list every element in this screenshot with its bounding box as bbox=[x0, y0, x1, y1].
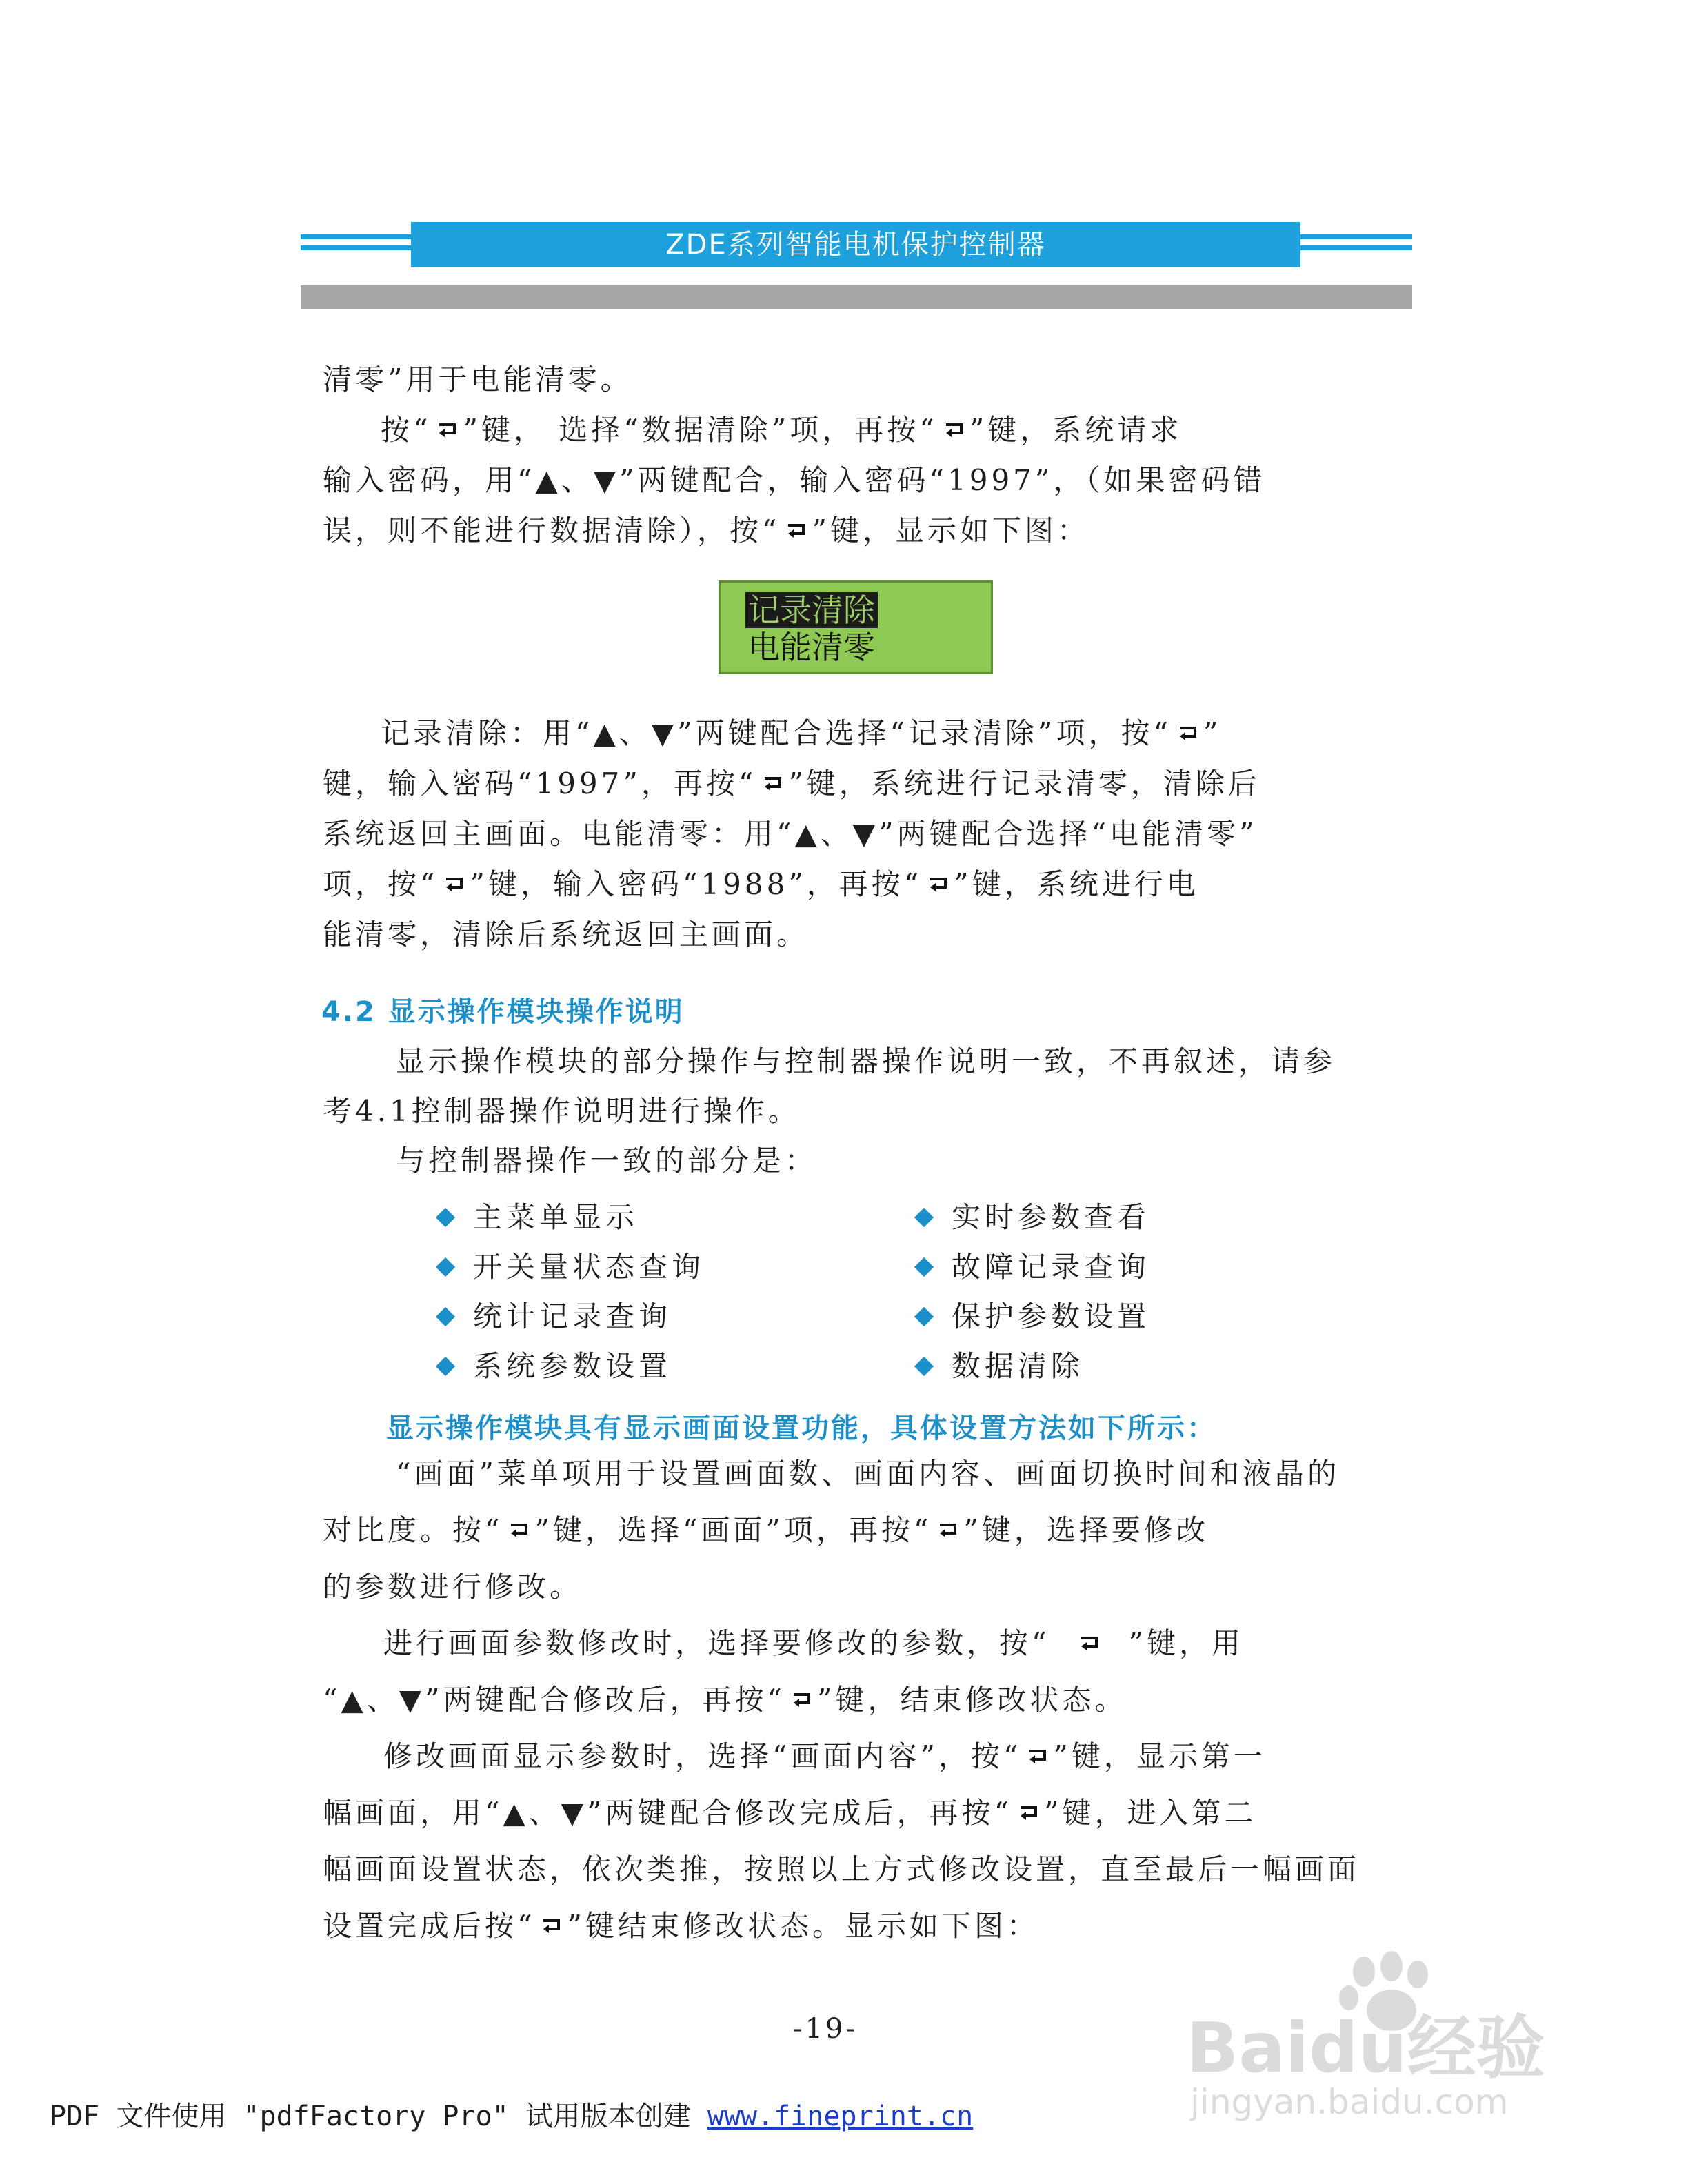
list-item bbox=[439, 1244, 705, 1286]
list-item bbox=[917, 1294, 1150, 1335]
diamond-bullet-icon bbox=[914, 1307, 934, 1326]
enter-key-icon bbox=[926, 876, 950, 891]
paragraph: 与控制器操作一致的部分是： bbox=[396, 1144, 818, 1177]
list-item-label: 保护参数设置 bbox=[952, 1300, 1151, 1333]
enter-key-icon bbox=[942, 422, 965, 437]
paragraph bbox=[323, 1513, 1396, 1548]
paragraph: “画面”菜单项用于设置画面数、画面内容、画面切换时间和液晶的 bbox=[396, 1457, 1340, 1490]
enter-key-icon bbox=[761, 776, 784, 791]
list-item-label: 系统参数设置 bbox=[473, 1349, 672, 1383]
text: 幅画面，用“▲、▼”两键配合修改完成后，再按“ bbox=[323, 1796, 1013, 1830]
footer-text: PDF 文件使用 "pdfFactory Pro" 试用版本创建 bbox=[50, 2101, 707, 2132]
paragraph bbox=[381, 716, 1454, 751]
list-item-label: 实时参数查看 bbox=[952, 1200, 1151, 1234]
text: 进行画面参数修改时，选择要修改的参数，按“ bbox=[383, 1626, 1050, 1660]
paragraph bbox=[323, 766, 1396, 802]
text: 按“ bbox=[381, 413, 432, 447]
section-heading: 4.2 显示操作模块操作说明 bbox=[321, 996, 685, 1028]
text: 记录清除：用“▲、▼”两键配合选择“记录清除”项，按“ bbox=[381, 716, 1172, 750]
lcd-line: 电能清零 bbox=[748, 629, 875, 666]
list-item bbox=[439, 1195, 639, 1236]
text: ”键，系统进行记录清零，清除后 bbox=[788, 767, 1260, 800]
list-item-label: 数据清除 bbox=[952, 1349, 1085, 1383]
text: 键，输入密码“1997”，再按“ bbox=[323, 767, 757, 800]
paragraph: 幅画面设置状态，依次类推，按照以上方式修改设置，直至最后一幅画面 bbox=[323, 1852, 1360, 1886]
diamond-bullet-icon bbox=[436, 1257, 455, 1277]
header-line-right-bottom bbox=[1300, 245, 1412, 250]
text: ”键，系统请求 bbox=[969, 413, 1183, 447]
enter-key-icon bbox=[790, 1692, 813, 1707]
paragraph: 系统返回主画面。电能清零：用“▲、▼”两键配合选择“电能清零” bbox=[323, 817, 1258, 851]
enter-key-icon bbox=[507, 1522, 530, 1537]
list-item bbox=[917, 1244, 1150, 1286]
text: ”键，输入密码“1988”，再按“ bbox=[470, 867, 923, 901]
enter-key-icon bbox=[1077, 1635, 1101, 1650]
list-item-label: 统计记录查询 bbox=[473, 1300, 672, 1333]
paragraph bbox=[323, 1795, 1396, 1831]
diamond-bullet-icon bbox=[914, 1257, 934, 1277]
paragraph bbox=[323, 1682, 1396, 1718]
footer-link[interactable]: www.fineprint.cn bbox=[707, 2101, 974, 2132]
diamond-bullet-icon bbox=[914, 1357, 934, 1376]
enter-key-icon bbox=[435, 422, 459, 437]
list-item bbox=[917, 1195, 1150, 1236]
enter-key-icon bbox=[1176, 725, 1199, 740]
diamond-bullet-icon bbox=[914, 1208, 934, 1227]
text: 误，则不能进行数据清除），按“ bbox=[323, 514, 781, 547]
text: ”键，选择“画面”项，再按“ bbox=[534, 1513, 932, 1547]
text: 项，按“ bbox=[323, 867, 439, 901]
diamond-bullet-icon bbox=[436, 1307, 455, 1326]
text: ”键， 选择“数据清除”项，再按“ bbox=[463, 413, 938, 447]
text: 修改画面显示参数时，选择“画面内容”，按“ bbox=[383, 1739, 1022, 1773]
paragraph bbox=[381, 412, 1454, 448]
text: ”键，进入第二 bbox=[1044, 1796, 1257, 1830]
baidu-watermark bbox=[1186, 1951, 1572, 2123]
watermark-url: jingyan.baidu.com bbox=[1190, 2082, 1509, 2122]
text: ” bbox=[1203, 716, 1222, 750]
diamond-bullet-icon bbox=[436, 1208, 455, 1227]
header-gray-bar bbox=[301, 285, 1412, 309]
text: ”键，用 bbox=[1128, 1626, 1244, 1660]
page-number: -19- bbox=[793, 2013, 858, 2045]
watermark-brand: Baidu经验 bbox=[1186, 2008, 1545, 2088]
diamond-bullet-icon bbox=[436, 1357, 455, 1376]
paragraph bbox=[383, 1626, 1456, 1661]
text: ”键，显示如下图： bbox=[812, 514, 1089, 547]
enter-key-icon bbox=[539, 1918, 563, 1933]
text: ”键，系统进行电 bbox=[954, 867, 1199, 901]
paragraph: 输入密码，用“▲、▼”两键配合，输入密码“1997”，（如果密码错 bbox=[323, 463, 1266, 497]
text: ”键，结束修改状态。 bbox=[817, 1683, 1127, 1717]
enter-key-icon bbox=[442, 876, 465, 891]
list-item-label: 主菜单显示 bbox=[473, 1200, 639, 1234]
list-item-label: 故障记录查询 bbox=[952, 1250, 1151, 1284]
paragraph: 显示操作模块的部分操作与控制器操作说明一致，不再叙述，请参 bbox=[396, 1044, 1336, 1078]
list-item bbox=[439, 1294, 672, 1335]
paragraph: 的参数进行修改。 bbox=[323, 1570, 583, 1604]
paragraph bbox=[323, 513, 1396, 549]
enter-key-icon bbox=[784, 523, 807, 538]
text: “▲、▼”两键配合修改后，再按“ bbox=[323, 1683, 786, 1717]
paragraph: 能清零，清除后系统返回主画面。 bbox=[323, 918, 810, 951]
pdf-footer bbox=[50, 2094, 973, 2134]
paragraph bbox=[383, 1739, 1456, 1775]
header-line-left-top bbox=[301, 234, 411, 239]
header-line-right-top bbox=[1300, 234, 1412, 239]
text: 对比度。按“ bbox=[323, 1513, 503, 1547]
enter-key-icon bbox=[1016, 1805, 1040, 1820]
enter-key-icon bbox=[1025, 1748, 1049, 1763]
paragraph bbox=[323, 1908, 1396, 1944]
section-subheading: 显示操作模块具有显示画面设置功能，具体设置方法如下所示： bbox=[386, 1413, 1216, 1444]
lcd-display bbox=[719, 580, 993, 674]
paragraph bbox=[323, 867, 1396, 902]
text: ”键，选择要修改 bbox=[963, 1513, 1209, 1547]
text: 设置完成后按“ bbox=[323, 1909, 536, 1943]
paragraph: 考4.1控制器操作说明进行操作。 bbox=[323, 1094, 801, 1128]
list-item-label: 开关量状态查询 bbox=[473, 1250, 705, 1284]
lcd-line-selected: 记录清除 bbox=[745, 592, 878, 628]
header-title: ZDE系列智能电机保护控制器 bbox=[411, 222, 1300, 267]
paragraph: 清零”用于电能清零。 bbox=[323, 363, 633, 396]
text: ”键，显示第一 bbox=[1053, 1739, 1266, 1773]
text: ”键结束修改状态。显示如下图： bbox=[567, 1909, 1039, 1943]
header-line-left-bottom bbox=[301, 245, 411, 250]
list-item bbox=[439, 1344, 672, 1385]
enter-key-icon bbox=[936, 1522, 959, 1537]
list-item bbox=[917, 1344, 1084, 1385]
